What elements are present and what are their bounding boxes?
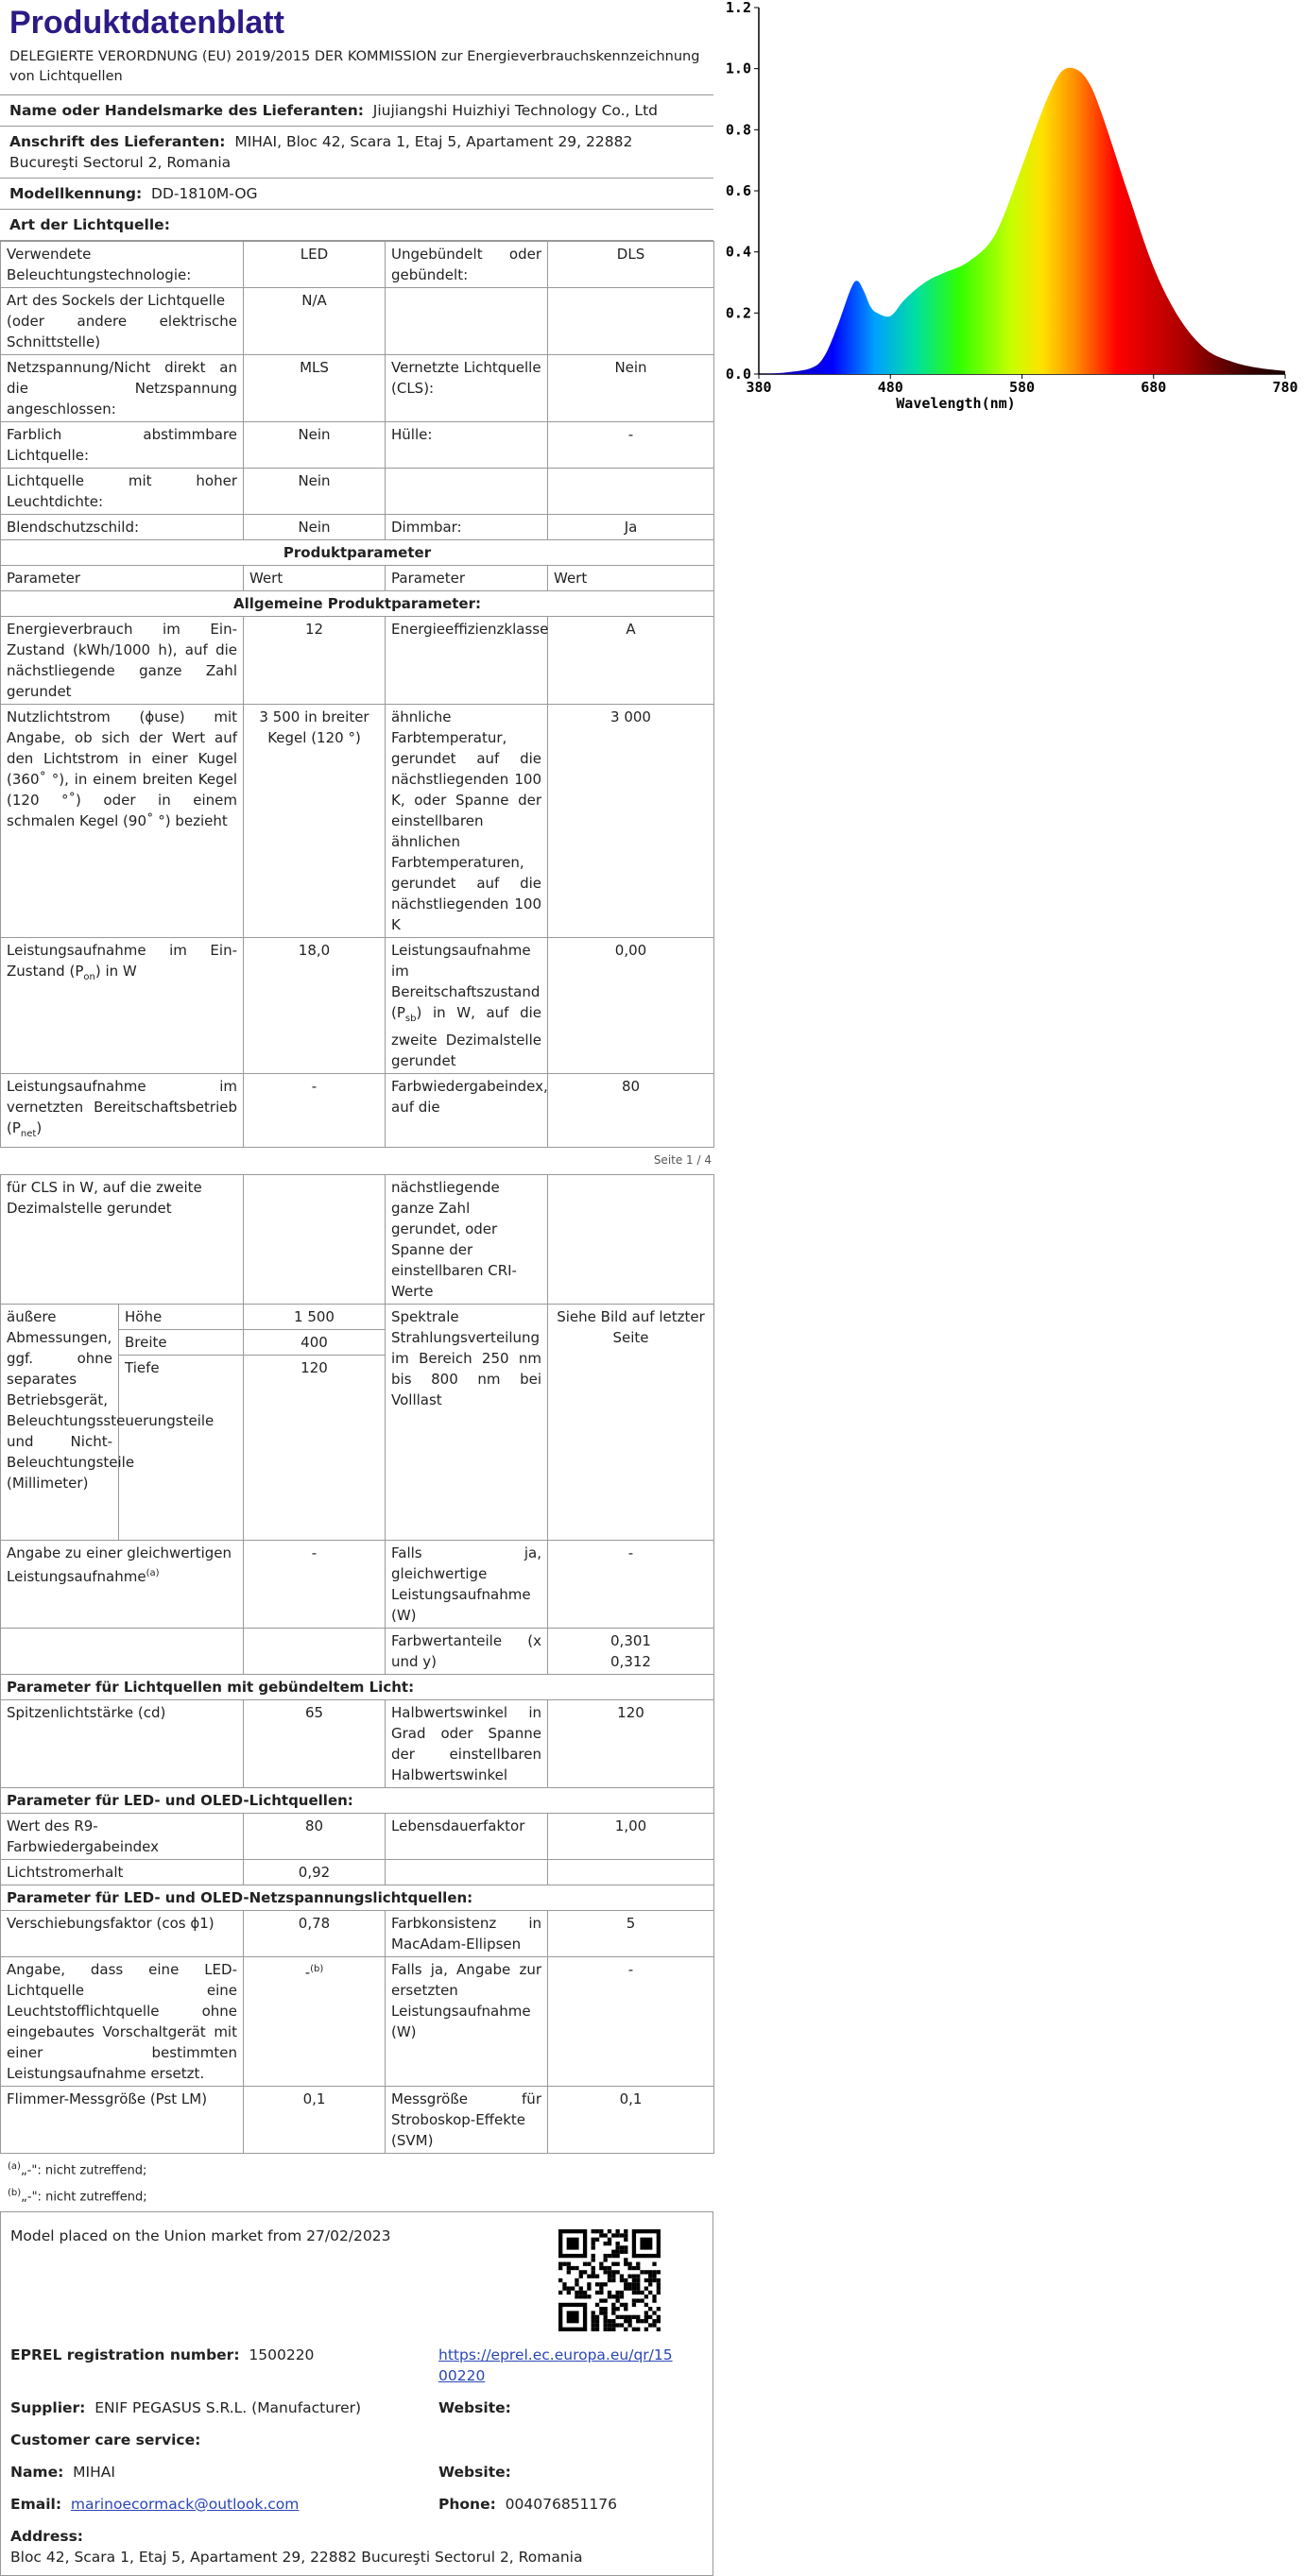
socket-label-line1: Art des Sockels der Lichtquelle — [7, 292, 226, 309]
cri-label: Farbwiedergabeindex, auf die — [386, 1074, 548, 1148]
spd-label: Spektrale Strahlungsverteilung im Bereich 250 nm bis 800 nm bei Volllast — [386, 1305, 548, 1541]
pon-label-end: ) in W — [94, 963, 137, 980]
tech-label: Verwendete Beleuchtungstechnologie: — [1, 242, 244, 288]
section-title-general: Allgemeine Produktparameter: — [1, 591, 714, 617]
eprel-link[interactable] — [438, 2345, 673, 2386]
table-row — [1, 1541, 714, 1629]
table-row — [1, 242, 714, 288]
spectral-distribution-chart — [718, 0, 1305, 425]
footnote-b-mark: (b) — [8, 2188, 22, 2199]
footnote-a-mark: (a) — [8, 2161, 21, 2172]
width-label: Breite — [119, 1330, 244, 1356]
bundled-value: DLS — [548, 242, 714, 288]
empty-cell — [386, 288, 548, 355]
lightsource-type-row — [0, 210, 713, 241]
psb-sub: sb — [404, 1014, 417, 1024]
supplier-value: ENIF PEGASUS S.R.L. (Manufacturer) — [94, 2398, 362, 2416]
table-row — [1, 540, 714, 566]
chroma-x: 0,301 — [610, 1632, 651, 1649]
table-row — [1, 1814, 714, 1860]
x-tick-label: 380 — [746, 379, 772, 396]
pf-value: 0,78 — [244, 1911, 386, 1957]
equiv-sup: (a) — [146, 1568, 160, 1578]
table-row — [1, 1629, 714, 1675]
empty-cell — [1, 1629, 244, 1675]
website-label-text: Website: — [438, 2398, 511, 2416]
table-row — [1, 515, 714, 540]
empty-cell — [386, 469, 548, 515]
contact-name-label: Name: — [10, 2463, 64, 2481]
website2-label — [438, 2462, 511, 2482]
model-value: DD-1810M-OG — [151, 185, 258, 202]
contact-name-row — [10, 2462, 115, 2482]
replace-sup: (b) — [310, 1964, 324, 1974]
maint-value: 0,92 — [244, 1860, 386, 1885]
dimmable-value: Ja — [548, 515, 714, 540]
height-value: 1 500 — [244, 1305, 386, 1330]
empty-cell — [548, 1860, 714, 1885]
page-number: Seite 1 / 4 — [653, 1153, 712, 1167]
spectrum-area — [759, 68, 1285, 374]
table-row — [1, 469, 714, 515]
col-header-value: Wert — [548, 566, 714, 591]
cls-value: Nein — [548, 355, 714, 422]
envelope-value: - — [548, 422, 714, 469]
table-row — [1, 1911, 714, 1957]
table-row — [1, 1885, 714, 1911]
model-label: Modellkennung: — [9, 185, 143, 202]
pon-label-text: Leistungsaufnahme im Ein-Zustand (P — [7, 942, 237, 980]
table-row — [1, 355, 714, 422]
equiv-label — [1, 1541, 244, 1629]
pnet-label — [1, 1074, 244, 1148]
table-row — [1, 566, 714, 591]
depth-value: 120 — [244, 1356, 386, 1541]
y-tick-label: 0.4 — [725, 243, 751, 261]
empty-cell — [548, 1175, 714, 1305]
table-row — [1, 1788, 714, 1814]
width-value: 400 — [244, 1330, 386, 1356]
supplier-name-label: Name oder Handelsmarke des Lieferanten: — [9, 102, 364, 119]
table-row — [1, 591, 714, 617]
pnet-label-end: ) — [36, 1119, 43, 1136]
tunable-value: Nein — [244, 422, 386, 469]
equiv2-label: Falls ja, gleichwertige Leistungsaufnahme (W) — [386, 1541, 548, 1629]
beam-value: 120 — [548, 1700, 714, 1788]
phone-value: 004076851176 — [505, 2495, 617, 2513]
table-row — [1, 1957, 714, 2087]
y-tick-label: 1.0 — [725, 60, 751, 77]
spd-value: Siehe Bild auf letzter Seite — [548, 1305, 714, 1541]
chart-series — [759, 68, 1285, 374]
pon-label — [1, 938, 244, 1074]
chroma-y: 0,312 — [610, 1653, 651, 1670]
strobo-value: 0,1 — [548, 2087, 714, 2154]
psb-label-text: Leistungsaufnahme im Bereitschaftszustand (P — [391, 942, 541, 1021]
footnotes — [0, 2154, 713, 2211]
shield-value: Nein — [244, 515, 386, 540]
table-row — [1, 705, 714, 938]
website2-label-text: Website: — [438, 2463, 511, 2481]
lightsource-type-label: Art der Lichtquelle: — [9, 216, 170, 233]
table-row — [1, 617, 714, 705]
empty-cell — [244, 1629, 386, 1675]
eprel-reg-row — [10, 2345, 314, 2365]
placed-on-market: Model placed on the Union market from 27/02/2023 — [10, 2226, 391, 2244]
replace2-label: Falls ja, Angabe zur ersetzten Leistungsaufnahme (W) — [386, 1957, 548, 2087]
section-title-product-params: Produktparameter — [1, 540, 714, 566]
footnote-b-text: „-": nicht zutreffend; — [21, 2190, 147, 2205]
x-tick-label: 480 — [877, 379, 903, 396]
section-title-led: Parameter für LED- und OLED-Lichtquellen: — [1, 1788, 714, 1814]
contact-name-value: MIHAI — [73, 2463, 115, 2481]
col-header-param: Parameter — [386, 566, 548, 591]
height-label: Höhe — [119, 1305, 244, 1330]
replace2-value: - — [548, 1957, 714, 2087]
address-value: Bloc 42, Scara 1, Etaj 5, Apartament 29, 22882 Bucureşti Sectorul 2, Romania — [10, 2548, 583, 2566]
equiv-value: - — [244, 1541, 386, 1629]
tech-value: LED — [244, 242, 386, 288]
x-tick-label: 680 — [1141, 379, 1167, 396]
supplier-label: Supplier: — [10, 2398, 86, 2416]
regulation-subtitle: DELEGIERTE VERORDNUNG (EU) 2019/2015 DER KOMMISSION zur Energieverbrauchskennzeichnung von Lichtquellen — [0, 43, 713, 95]
supplier-name-row — [0, 95, 713, 127]
supplier-name-value: Jiujiangshi Huizhiyi Technology Co., Ltd — [372, 102, 658, 119]
cls-label: Vernetzte Lichtquelle (CLS): — [386, 355, 548, 422]
strobo-label: Messgröße für Stroboskop-Effekte (SVM) — [386, 2087, 548, 2154]
qr-code-icon[interactable] — [558, 2229, 661, 2331]
pnet-sub: net — [20, 1129, 37, 1139]
phone-row — [438, 2494, 617, 2515]
peak-value: 65 — [244, 1700, 386, 1788]
section-title-mains-led: Parameter für LED- und OLED-Netzspannungslichtquellen: — [1, 1885, 714, 1911]
params-table-continued — [0, 1174, 714, 2154]
y-tick-label: 0.2 — [725, 304, 751, 322]
y-tick-label: 0.6 — [725, 182, 751, 199]
y-tick-label: 1.2 — [725, 0, 751, 16]
eprel-reg-label: EPREL registration number: — [10, 2346, 240, 2363]
empty-cell — [244, 1175, 386, 1305]
socket-label — [1, 288, 244, 355]
footnote-b — [8, 2182, 706, 2209]
email-row — [10, 2494, 299, 2515]
maint-label: Lichtstromerhalt — [1, 1860, 244, 1885]
table-row — [1, 288, 714, 355]
r9-label: Wert des R9-Farbwiedergabeindex — [1, 1814, 244, 1860]
supplier-address-value: MIHAI, Bloc 42, Scara 1, Etaj 5, Apartament 29, 22882 Bucureşti Sectorul 2, Romania — [9, 133, 633, 171]
care-label — [10, 2430, 200, 2450]
y-tick-label: 0.0 — [725, 366, 751, 383]
col-header-param: Parameter — [1, 566, 244, 591]
table-row — [1, 2087, 714, 2154]
model-row — [0, 179, 713, 210]
pnet-label-cont: für CLS in W, auf die zweite Dezimalstelle gerundet — [1, 1175, 244, 1305]
flicker-label: Flimmer-Messgröße (Pst LM) — [1, 2087, 244, 2154]
beam-label: Halbwertswinkel in Grad oder Spanne der einstellbaren Halbwertswinkel — [386, 1700, 548, 1788]
shield-label: Blendschutzschild: — [1, 515, 244, 540]
empty-cell — [548, 469, 714, 515]
r9-value: 80 — [244, 1814, 386, 1860]
life-value: 1,00 — [548, 1814, 714, 1860]
supplier-row — [10, 2397, 361, 2418]
tunable-label: Farblich abstimmbare Lichtquelle: — [1, 422, 244, 469]
eprel-box — [0, 2211, 713, 2576]
lightsource-table — [0, 241, 714, 1148]
website-label — [438, 2397, 511, 2418]
pon-value: 18,0 — [244, 938, 386, 1074]
replace-value — [244, 1957, 386, 2087]
life-label: Lebensdauerfaktor — [386, 1814, 548, 1860]
x-tick-label: 780 — [1272, 379, 1298, 396]
supplier-address-label: Anschrift des Lieferanten: — [9, 133, 226, 150]
mains-label: Netzspannung/Nicht direkt an die Netzspannung angeschlossen: — [1, 355, 244, 422]
address-label-text: Address: — [10, 2527, 83, 2545]
cri-value: 80 — [548, 1074, 714, 1148]
psb-label — [386, 938, 548, 1074]
highlum-value: Nein — [244, 469, 386, 515]
flux-label: Nutzlichtstrom (ɸuse) mit Angabe, ob sich der Wert auf den Lichtstrom in einer Kugel (360˚ °), in einem breiten Kegel (120 °˚) oder in einem schmalen Kegel (90˚ °) bezieht — [1, 705, 244, 938]
email-link[interactable]: marinoecormack@outlook.com — [70, 2495, 300, 2513]
pf-label: Verschiebungsfaktor (cos ϕ1) — [1, 1911, 244, 1957]
table-row — [1, 1305, 714, 1330]
supplier-address-row — [0, 127, 713, 179]
psb-label-end: ) in W, auf die zweite Dezimalstelle gerundet — [391, 1004, 541, 1069]
section-title-dls: Parameter für Lichtquellen mit gebündeltem Licht: — [1, 1675, 714, 1700]
energy-label: Energieverbrauch im Ein-Zustand (kWh/1000 h), auf die nächstliegende ganze Zahl gerundet — [1, 617, 244, 705]
table-row — [1, 422, 714, 469]
class-label: Energieeffizienzklasse — [386, 617, 548, 705]
care-label-text: Customer care service: — [10, 2431, 201, 2448]
energy-value: 12 — [244, 617, 386, 705]
mains-value: MLS — [244, 355, 386, 422]
address-label — [10, 2526, 83, 2547]
x-tick-label: 580 — [1008, 379, 1036, 396]
equiv2-value: - — [548, 1541, 714, 1629]
col-header-value: Wert — [244, 566, 386, 591]
cri-label-cont: nächstliegende ganze Zahl gerundet, oder Spanne der einstellbaren CRI-Werte — [386, 1175, 548, 1305]
table-row — [1, 1074, 714, 1148]
socket-label-line2: (oder andere elektrische Schnittstelle) — [7, 313, 237, 350]
table-row — [1, 1175, 714, 1305]
psb-value: 0,00 — [548, 938, 714, 1074]
page-title: Produktdatenblatt — [9, 5, 284, 41]
table-row — [1, 1700, 714, 1788]
macadam-label: Farbkonsistenz in MacAdam-Ellipsen — [386, 1911, 548, 1957]
cct-label: ähnliche Farbtemperatur, gerundet auf die nächstliegenden 100 K, oder Spanne der einstellbaren ähnlichen Farbtemperaturen, gerundet auf die nächstliegenden 100 K — [386, 705, 548, 938]
pnet-label-text: Leistungsaufnahme im vernetzten Bereitschaftsbetrieb (P — [7, 1078, 237, 1136]
email-label: Email: — [10, 2495, 62, 2513]
replace-value-text: - — [304, 1964, 311, 1981]
footnote-a — [8, 2156, 706, 2182]
peak-label: Spitzenlichtstärke (cd) — [1, 1700, 244, 1788]
pnet-value: - — [244, 1074, 386, 1148]
class-value: A — [548, 617, 714, 705]
flux-value: 3 500 in breiter Kegel (120 °) — [244, 705, 386, 938]
cct-value: 3 000 — [548, 705, 714, 938]
bundled-label: Ungebündelt oder gebündelt: — [386, 242, 548, 288]
macadam-value: 5 — [548, 1911, 714, 1957]
footnote-a-text: „-": nicht zutreffend; — [20, 2163, 147, 2178]
chroma-value — [548, 1629, 714, 1675]
socket-value: N/A — [244, 288, 386, 355]
equiv-label-text: Angabe zu einer gleichwertigen Leistungsaufnahme — [7, 1544, 232, 1585]
empty-cell — [386, 1860, 548, 1885]
phone-label: Phone: — [438, 2495, 496, 2513]
depth-label: Tiefe — [119, 1356, 244, 1541]
table-row — [1, 1675, 714, 1700]
dims-label: äußere Abmessungen, ggf. ohne separates Betriebsgerät, Beleuchtungssteuerungsteile und Nicht-Beleuchtungsteile (Millimeter) — [1, 1305, 119, 1541]
table-row — [1, 1860, 714, 1885]
flicker-value: 0,1 — [244, 2087, 386, 2154]
dimmable-label: Dimmbar: — [386, 515, 548, 540]
eprel-reg-value: 1500220 — [249, 2346, 315, 2363]
replace-label: Angabe, dass eine LED-Lichtquelle eine Leuchtstofflichtquelle ohne eingebautes Vorschaltgerät mit einer bestimmten Leistungsaufnahme ersetzt. — [1, 1957, 244, 2087]
eprel-link-line2: 00220 — [438, 2366, 486, 2384]
envelope-label: Hülle: — [386, 422, 548, 469]
pon-sub: on — [83, 972, 95, 982]
empty-cell — [548, 288, 714, 355]
eprel-link-line1: https://eprel.ec.europa.eu/qr/15 — [438, 2346, 673, 2363]
table-row — [1, 938, 714, 1074]
y-tick-label: 0.8 — [725, 121, 751, 139]
x-axis-title: Wavelength(nm) — [896, 395, 1016, 412]
chroma-label: Farbwertanteile (x und y) — [386, 1629, 548, 1675]
highlum-label: Lichtquelle mit hoher Leuchtdichte: — [1, 469, 244, 515]
